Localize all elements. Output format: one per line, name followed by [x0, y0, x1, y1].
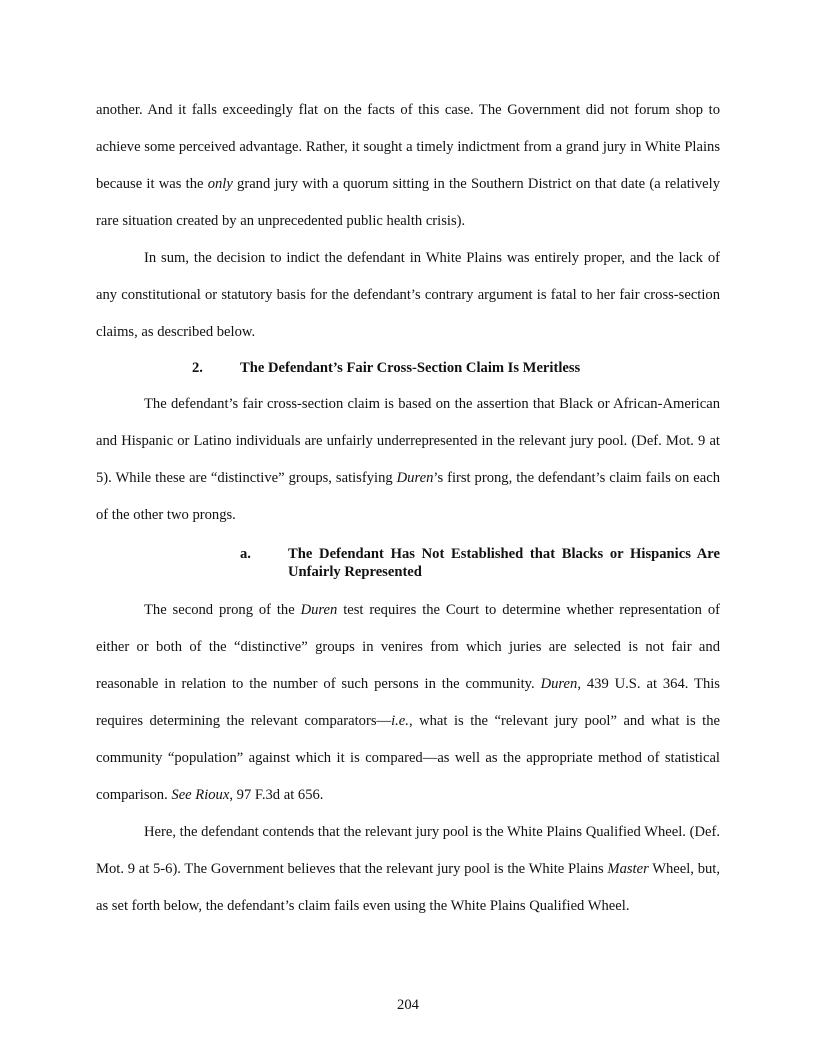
paragraph-summary: In sum, the decision to indict the defendant in White Plains was entirely proper, and the lack of any constitutional or statutory basis for the defendant’s contrary argument is fatal to her fair cross-section claims, as described below. [96, 250, 720, 340]
section-heading-2 [96, 359, 720, 377]
subsection-heading-a [96, 545, 720, 581]
paragraph-continuation: another. And it falls exceedingly flat on the facts of this case. The Government did not forum shop to achieve some perceived advantage. Rather, it sought a timely indictment from a grand jury in White Plains because it was the only grand jury with a quorum sitting in the Southern District on that date (a relatively rare situation created by an unprecedented public health crisis). [96, 102, 720, 229]
document-body [96, 92, 720, 925]
section-title: The Defendant’s Fair Cross-Section Claim Is Meritless [240, 360, 581, 376]
paragraph-claim-basis: The defendant’s fair cross-section claim is based on the assertion that Black or African-American and Hispanic or Latino individuals are unfairly underrepresented in the relevant jury pool. (Def. Mot. 9 at 5). While these are “distinctive” groups, satisfying Duren’s first prong, the defendant’s claim fails on each of the other two prongs. [96, 396, 721, 523]
subsection-number: a. [240, 546, 251, 562]
page-number: 204 [397, 997, 419, 1013]
section-number: 2. [192, 360, 203, 376]
subsection-title: The Defendant Has Not Established that Blacks or Hispanics Are Unfairly Represented [288, 546, 720, 580]
paragraph-jury-pool: Here, the defendant contends that the relevant jury pool is the White Plains Qualified Wheel. (Def. Mot. 9 at 5-6). The Government believes that the relevant jury pool is the White Plains Master Wheel, but, as set forth below, the defendant’s claim fails even using the White Plains Qualified Wheel. [96, 824, 720, 914]
paragraph-second-prong: The second prong of the Duren test requires the Court to determine whether representation of either or both of the “distinctive” groups in venires from which juries are selected is not fair and reasonable in relation to the number of such persons in the community. Duren, 439 U.S. at 364. This requires determining the relevant comparators—i.e., what is the “relevant jury pool” and what is the community “population” against which it is compared—as well as the appropriate method of statistical comparison. See Rioux, 97 F.3d at 656. [96, 602, 720, 803]
